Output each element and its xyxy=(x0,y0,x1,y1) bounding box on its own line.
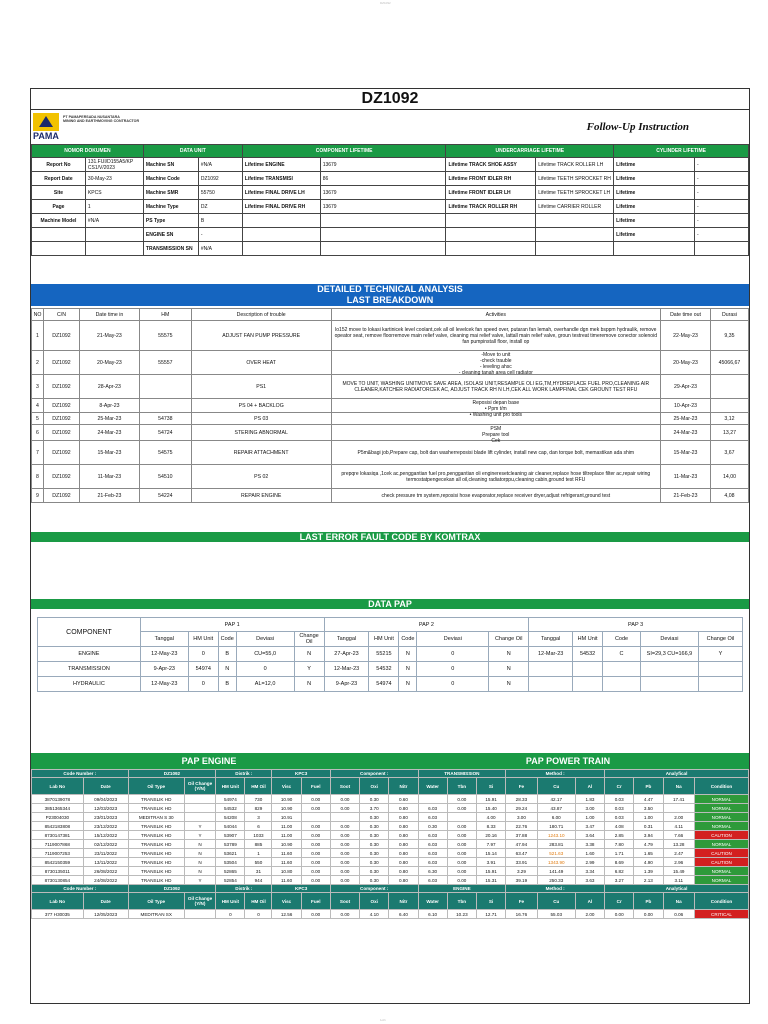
breakdown-row: 4 DZ1092 8-Apr-23 PS 04 + BACKLOG Reposisi depan base • Ppm t/m • Washing unit pro tools 10-Apr-23 xyxy=(32,399,749,413)
lab-row: 3870139078 09/04/2023 TRANSLIK HD 54974 730 10.90 0.00 0.00 0.30 0.60 0.00 15.91 28.33 42.17 1.83 0.03 4.47 17.41 NORMAL xyxy=(32,795,749,804)
pap-oil-table xyxy=(31,769,749,919)
page-number: 1of1 xyxy=(380,1018,386,1022)
report-title: DZ1092 xyxy=(31,89,749,110)
header-row: Lab No Date Oil Type Oil Change (Y/N) HM Unit HM Oil Visc Fuel Soot Oxi Nitr Water Tbn Si Fe Cu Al Cr Pb Na Condition xyxy=(32,778,749,795)
activity-cell: lo152 move to lokasi kartinicek level coolant,cek all oil levelcek fan speed over, putaran fan lemah, overhandle dgn mek bsppm hydraulik, remove opeator seat, remove floorremove main relief valve, cleaning mai relief valve, lattall main relief valve, groun testreat timeremove conector solenoid fan pumpinstall floor, install op xyxy=(331,321,660,351)
breakdown-row: 3 DZ1092 28-Apr-23 PS1 MOVE TO UNIT, WASHING UNITMOVE SAVE AREA, ISOLASI UNIT,RESAMPLE OLI EG,TM,HYDREPLACE FUEL PRO,CLEANING AIR CLEANER,KATCHER RADIATORCEK AC, ADJUST TRACK RH N LH,CEK ALL WORK LAMPFINAL CEK GROUNT TEST RFU 29-Apr-23 xyxy=(32,375,749,399)
breakdown-table: NO C/N Date time in HM Description of trouble Activities Date time out Durasi 1 DZ1092 21-May-23 55575 ADJUST FAN PUMP PRESSURE lo152 move to lokasi kartinicek level coolant,cek all oil levelcek fan speed over, putaran fan lemah, overhandle dgn mek bsppm hydraulik, remove opeator seat, remove floorremove main relief valve, cleaning mai relief valve, lattall main relief valve, groun testreat timeremove conector solenoid fan pumpinstall floor, install op 22-May-23 9,35 2 DZ1092 20-May-23 55557 OVER HEAT -Move to unit -check trauble - leveling ahsc - cleaning tanah area cell radiator 20-May-23 45066,67 3 DZ1092 28-Apr-23 PS1 MOVE TO UNIT, WASHING UNITMOVE SAVE AREA, ISOLASI UNIT,RESAMPLE OLI EG,TM,HYDREPLACE FUEL PRO,CLEANING AIR CLEANER,KATCHER RADIATORCEK AC, ADJUST TRACK RH N LH,CEK ALL WORK LAMPFINAL CEK GROUNT TEST RFU 29-Apr-23 4 DZ1092 8-Apr-23 PS 04 + BACKLOG Reposisi depan base • Ppm t/m • Washing unit pro tools 10-Apr-23 5 DZ1092 25-Mar-23 54738 PS 03 25-Mar-23 3,12 6 DZ1092 24-Mar-23 54724 STERING ABNORMAL PSM Prepare tool Cek 24-Mar-23 13,27 7 DZ1092 15-Mar-23 54575 REPAIR ATTACHMENT P5m&bagi job,Prepare cap, bolt dan washerreposisi blade lift cylinder, install new cap, dan torque bolt, memastikan ada shim 15-Mar-23 3,67 8 DZ1092 11-Mar-23 54510 PS 02 prepqre lokasiqa ,1cek ac,penggantian fuel pro,penggantian oli engineresetcleaning air cleaner,replace hose tiltreplace filter ac,repair wiring termostatpengecekan all oil,cleaning radiatorppu,cleaning cabin,ground test RFU 11-Mar-23 14,00 9 DZ1092 21-Feb-23 54224 REPAIR ENGINE check pressure tm system,reposisi hose evaporator,replace receiver dryer,adjust refrigerant,ground test 21-Feb-23 4,08 xyxy=(31,308,749,503)
pap-row: HYDRAULIC 12-May-23 0 B AL=12,0 N 9-Apr-23 54974 N 0 N xyxy=(38,677,743,692)
pama-logo-icon xyxy=(33,113,59,131)
lab-row: 8542183808 23/12/2022 TRANSLIK HD Y 54044 6 11.00 0.00 0.00 0.30 0.80 0.30 0.00 8.33 22.76 180.71 3.47 4.08 0.31 4.11 NORMAL xyxy=(32,822,749,831)
pap-power-train-heading: PAP POWER TRAIN xyxy=(387,753,749,769)
breakdown-row: 5 DZ1092 25-Mar-23 54738 PS 03 25-Mar-23 3,12 xyxy=(32,413,749,425)
activity-cell: prepqre lokasiqa ,1cek ac,penggantian fuel pro,penggantian oli engineresetcleaning air cleaner,replace hose tiltreplace filter ac,repair wiring termostatpengecekan all oil,cleaning radiatorppu,cleaning cabin,ground test RFU xyxy=(331,465,660,489)
pap-row: TRANSMISSION 9-Apr-23 54974 N 0 Y 12-Mar-23 54532 N 0 N xyxy=(38,662,743,677)
activity-cell: check pressure tm system,reposisi hose evaporator,replace receiver dryer,adjust refrigerant,ground test xyxy=(331,489,660,503)
pap-engine-heading: PAP ENGINE xyxy=(31,753,387,769)
last-breakdown-heading: LAST BREAKDOWN xyxy=(31,295,749,306)
lab-row: 7119007253 23/11/2022 TRANSLIK HD N 53621 1 11.60 0.00 0.00 0.30 0.80 6.03 0.00 15.14 63.47 521.63 1.60 1.71 1.65 2.47 CAUTION xyxy=(32,849,749,858)
company-logo: PAMA PT PAMAPERSADA NUSANTARA MINING AND EARTHMOVING CONTRACTOR xyxy=(33,115,140,141)
lab-row: 3851365344 12/03/2023 TRANSLIK HD 54532 829 10.90 0.00 0.00 3.70 0.80 6.03 0.00 15.40 29.24 43.87 3.00 0.03 3.50 NORMAL xyxy=(32,804,749,813)
breakdown-row: 8 DZ1092 11-Mar-23 54510 PS 02 prepqre lokasiqa ,1cek ac,penggantian fuel pro,penggantian oli engineresetcleaning air cleaner,replace hose tiltreplace filter ac,repair wiring termostatpengecekan all oil,cleaning radiatorppu,cleaning cabin,ground test RFU 11-Mar-23 14,00 xyxy=(32,465,749,489)
lab-row: 377 H30035 12/05/2023 MEDITRAN SX 0 0 12.56 0.00 0.00 4.10 6.40 6.10 10.23 12.71 16.76 55.03 2.00 0.00 0.00 0.06 CRITICAL xyxy=(32,910,749,919)
activity-cell: -Move to unit -check trauble - leveling ahsc - cleaning tanah area cell radiator xyxy=(331,351,660,375)
pap-table: COMPONENT PAP 1 PAP 2 PAP 3 Tanggal HM Unit Code Deviasi Change Oil Tanggal HM Unit Code Deviasi Change Oil Tanggal HM Unit Code Deviasi Change Oil ENGINE 12-May-23 0 B CU=55,0 N 27-Apr-23 55215 N 0 N 12-Mar-23 54532 C SI=29,3 CU=166,9 Y TRANSMISSION 9-Apr-23 54974 N 0 Y 12-Mar-23 54532 N 0 N HYDRAULIC 12-May-23 0 B AL=12,0 N 9-Apr-23 54974 N 0 N xyxy=(37,617,743,692)
follow-up-heading: Follow-Up Instruction xyxy=(586,121,689,133)
lab-row: P23004030 23/01/2023 MEDITRAN S 30 54208 3 10.91 0.30 0.80 6.03 4.00 3.00 6.00 1.00 0.03 1.00 2.00 NORMAL xyxy=(32,813,749,822)
pap-row: ENGINE 12-May-23 0 B CU=55,0 N 27-Apr-23 55215 N 0 N 12-Mar-23 54532 C SI=29,3 CU=166,9 Y xyxy=(38,647,743,662)
lab-row: 8730147381 15/12/2022 TRANSLIK HD Y 53907 1033 11.00 0.00 0.00 0.30 0.80 6.03 0.00 20.16 37.88 1243.10 3.64 2.85 3.94 7.66 CAUTION xyxy=(32,831,749,840)
lab-row: 7119007868 02/12/2022 TRANSLIK HD N 53789 885 10.90 0.00 0.00 0.30 0.80 6.03 0.00 7.97 47.94 283.81 3.38 7.80 4.79 13.28 NORMAL xyxy=(32,840,749,849)
page-top-mark: DZ1092 xyxy=(380,1,391,5)
lab-row: 8730130854 24/08/2022 TRANSLIK HD Y 52854 944 11.60 0.00 0.00 0.30 0.80 6.03 0.00 15.31 39.19 250.33 3.63 3.27 2.13 3.11 NORMAL xyxy=(32,876,749,885)
komtrax-heading: LAST ERROR FAULT CODE BY KOMTRAX xyxy=(31,532,749,542)
activity-cell: Reposisi depan base • Ppm t/m • Washing unit pro tools xyxy=(331,399,660,413)
code-number-row: Code Number : DZ1092 Distrik : KPC3 Component : ENGINE Method : Analytical xyxy=(32,885,749,893)
activity-cell: MOVE TO UNIT, WASHING UNITMOVE SAVE AREA, ISOLASI UNIT,RESAMPLE OLI EG,TM,HYDREPLACE FUEL PRO,CLEANING AIR CLEANER,KATCHER RADIATORCEK AC, ADJUST TRACK RH N LH,CEK ALL WORK LAMPFINAL CEK GROUNT TEST RFU xyxy=(331,375,660,399)
breakdown-row: 7 DZ1092 15-Mar-23 54575 REPAIR ATTACHMENT P5m&bagi job,Prepare cap, bolt dan washerreposisi blade lift cylinder, install new cap, dan torque bolt, memastikan ada shim 15-Mar-23 3,67 xyxy=(32,441,749,465)
follow-up-report xyxy=(30,88,750,1004)
code-number-row: Code Number : DZ1092 Distrik : KPC3 Component : TRANSMISSION Method : Analyfical xyxy=(32,770,749,778)
pap-heading: DATA PAP xyxy=(31,599,749,609)
dta-heading: DETAILED TECHNICAL ANALYSIS xyxy=(31,284,749,295)
breakdown-row: 2 DZ1092 20-May-23 55557 OVER HEAT -Move to unit -check trauble - leveling ahsc - cleaning tanah area cell radiator 20-May-23 45066,67 xyxy=(32,351,749,375)
breakdown-row: 6 DZ1092 24-Mar-23 54724 STERING ABNORMAL PSM Prepare tool Cek 24-Mar-23 13,27 xyxy=(32,425,749,441)
header-info-table: NOMOR DOKUMEN DATA UNIT COMPONENT LIFETIME UNDERCARRIAGE LIFETIME CYLINDER LIFETIME Report No 131.FUI/D155A5/KP CS1/V/2023 Machine SN #N/A Lifetime ENGINE 13679 Lifetime TRACK SHOE ASSY Lifetime TRACK ROLLER LH Lifetime - Report Date 30-May-23 Machine Code DZ1092 Lifetime TRANSMISI 86 Lifetime FRONT IDLER RH Lifetime TEETH SPROCKET RH Lifetime - Site KPCS Machine SMR 55750 Lifetime FINAL DRIVE LH 13679 Lifetime FRONT IDLER LH Lifetime TEETH SPROCKET LH Lifetime - Page 1 Machine Type DZ Lifetime FINAL DRIVE RH 13679 Lifetime TRACK ROLLER RH Lifetime CARRIER ROLLER Lifetime - Machine Model #N/A PS Type B Lifetime - ENGINE SN - Lifetime - TRANSMISSION SN #N/A xyxy=(31,144,749,256)
activity-cell: PSM Prepare tool Cek xyxy=(331,425,660,441)
lab-row: 8730135011 26/08/2022 TRANSLIK HD N 52865 31 10.80 0.00 0.00 0.30 0.80 6.30 0.00 15.91 3.29 141.49 3.34 6.82 1.39 15.49 NORMAL xyxy=(32,867,749,876)
activity-cell: P5m&bagi job,Prepare cap, bolt dan washerreposisi blade lift cylinder, install new cap, dan torque bolt, memastikan ada shim xyxy=(331,441,660,465)
header-row: Lab No Date Oil Type Oil Change (Y/N) HM Unit HM Oil Visc Fuel Soot Oxi Nitr Water Tbn Si Fe Cu Al Cr Pb Na Condition xyxy=(32,893,749,910)
breakdown-row: 9 DZ1092 21-Feb-23 54224 REPAIR ENGINE check pressure tm system,reposisi hose evaporator,replace receiver dryer,adjust refrigerant,ground test 21-Feb-23 4,08 xyxy=(32,489,749,503)
lab-row: 8542150359 13/11/2022 TRANSLIK HD N 53504 550 11.60 0.00 0.00 0.30 0.80 6.03 0.00 3.91 33.91 1343.90 2.99 8.69 4.90 2.96 CAUTION xyxy=(32,858,749,867)
breakdown-row: 1 DZ1092 21-May-23 55575 ADJUST FAN PUMP PRESSURE lo152 move to lokasi kartinicek level coolant,cek all oil levelcek fan speed over, putaran fan lemah, overhandle dgn mek bsppm hydraulik, remove opeator seat, remove floorremove main relief valve, cleaning mai relief valve, lattall main relief valve, groun testreat timeremove conector solenoid fan pumpinstall floor, install op 22-May-23 9,35 xyxy=(32,321,749,351)
